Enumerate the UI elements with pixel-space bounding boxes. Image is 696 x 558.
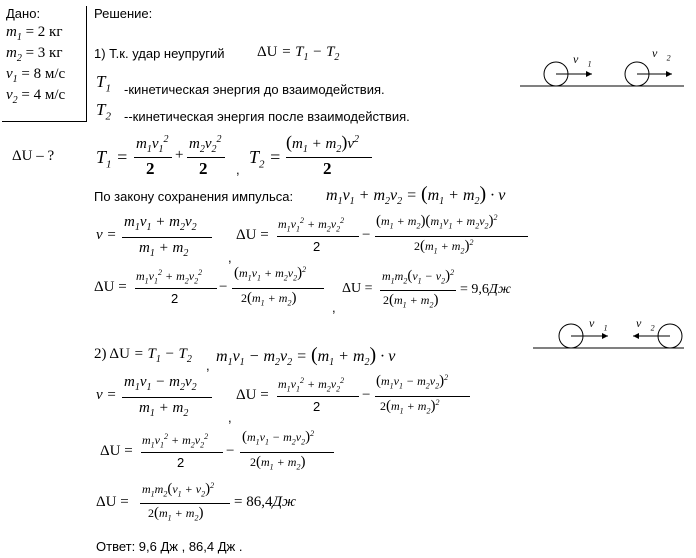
diagram-2	[0, 0, 1, 1]
t2-label: $T_2$	[96, 100, 111, 123]
diagram1-v1-label: $v⃗_1$	[573, 52, 592, 69]
momentum-eq-2: $m_1v_1 - m_2v_2 = (m_1 + m_2) \cdot v$	[216, 344, 396, 369]
diagram2-v2-label: $v⃗_2$	[636, 316, 655, 333]
given-vertical-divider	[86, 6, 87, 122]
given-title: Дано:	[6, 6, 41, 21]
find-label: ΔU – ?	[12, 148, 55, 164]
momentum-eq-1: $m_1v_1 + m_2v_2 = (m_1 + m_2) \cdot v$	[326, 183, 506, 208]
case1-eq-main: $\Delta U = T_1 - T_2$	[257, 44, 340, 63]
case2-comma: ,	[206, 358, 210, 373]
t2-desc: --кинетическая энергия после взаимодействия.	[124, 109, 410, 124]
given-m1: $m_1 = 2$ кг	[6, 24, 63, 43]
given-m2: $m_2 = 3$ кг	[6, 45, 63, 64]
case2-intro: 2) $\Delta U = T_1 - T_2$	[94, 346, 192, 365]
t1-label: $T_1$	[96, 72, 111, 95]
given-v1: $v_1 = 8$ м/с	[6, 66, 66, 85]
given-v2: $v_2 = 4$ м/с	[6, 87, 66, 106]
momentum-text: По закону сохранения импульса:	[94, 189, 294, 204]
solution-title: Решение:	[94, 6, 153, 21]
diagram2-v1-label: $v⃗_1$	[589, 316, 608, 333]
diagram1-v2-label: $v⃗_2$	[652, 46, 671, 63]
answer: Ответ: 9,6 Дж , 86,4 Дж .	[96, 539, 243, 554]
given-horizontal-divider	[2, 121, 87, 122]
t1-desc: -кинетическая энергия до взаимодействия.	[124, 82, 385, 97]
case1-intro: 1) Т.к. удар неупругий	[94, 46, 225, 61]
